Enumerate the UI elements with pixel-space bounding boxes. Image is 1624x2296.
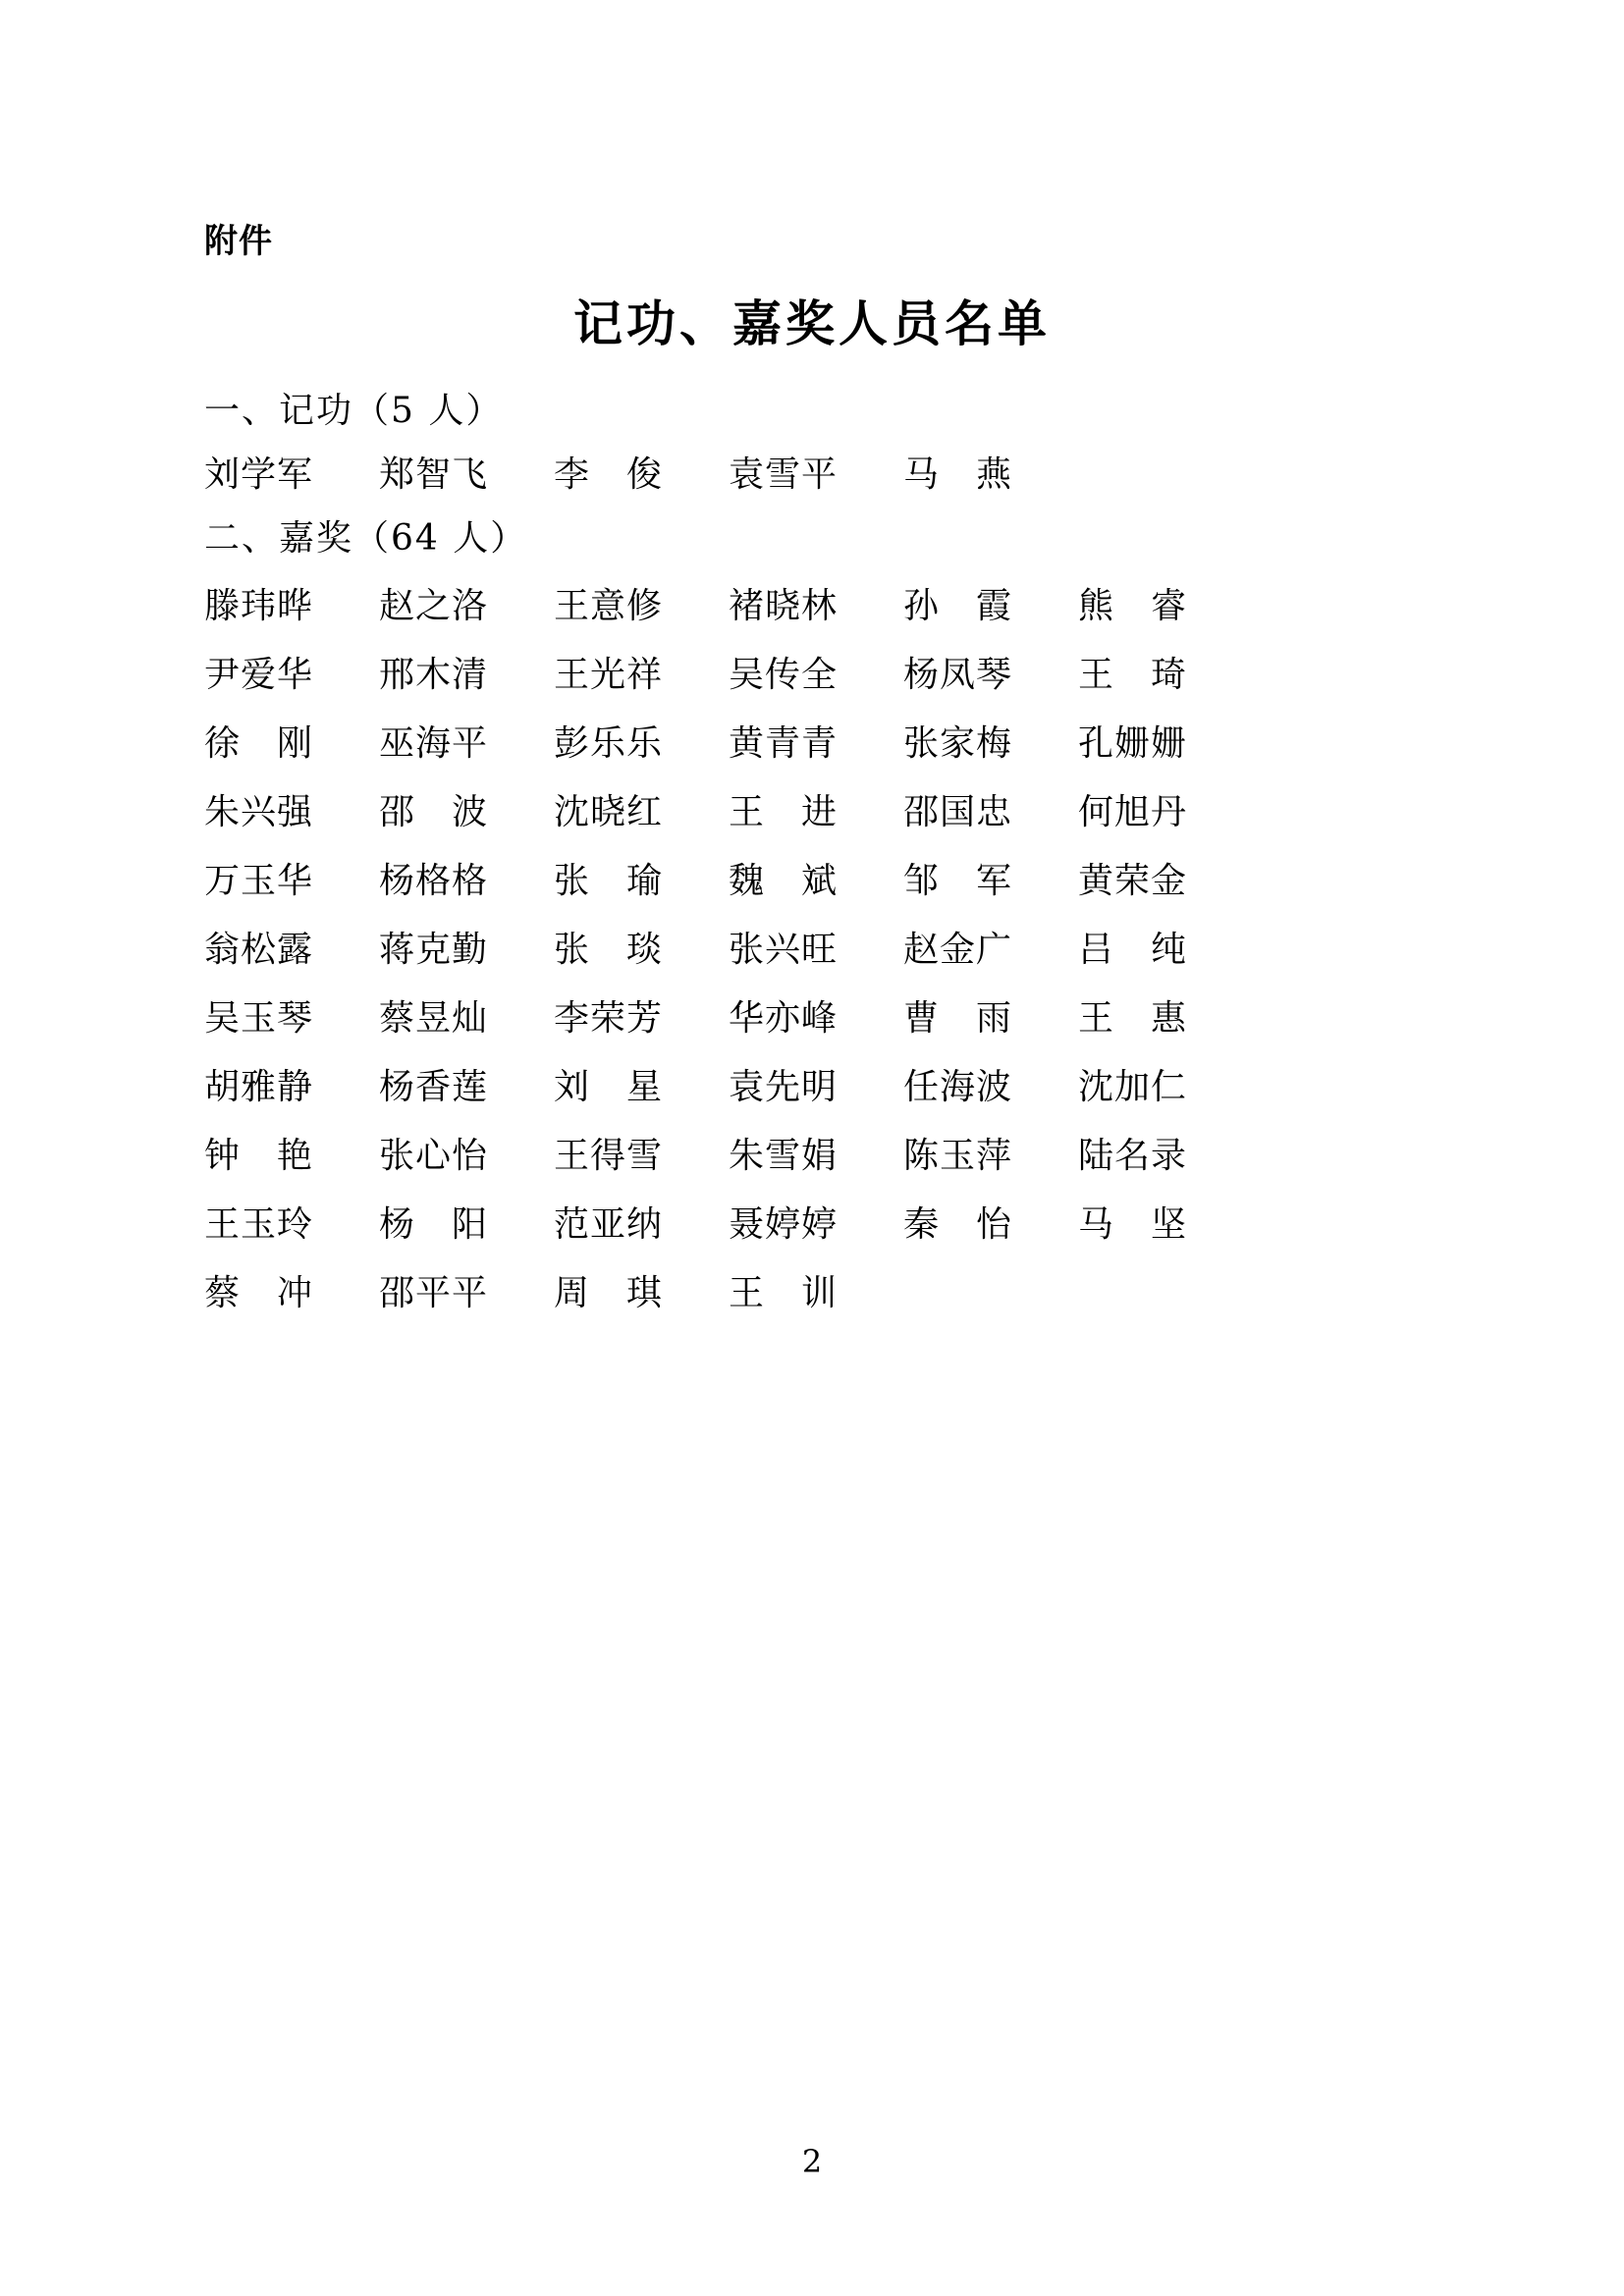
name-cell: 彭乐乐 xyxy=(554,723,664,764)
name-cell: 黄青青 xyxy=(729,723,839,764)
name-cell: 刘 星 xyxy=(554,1067,664,1107)
name-cell: 张心怡 xyxy=(379,1136,489,1176)
name-cell: 何旭丹 xyxy=(1078,792,1188,832)
name-cell: 朱兴强 xyxy=(204,792,314,832)
name-cell: 钟 艳 xyxy=(204,1136,314,1176)
name-cell: 褚晓林 xyxy=(729,586,839,626)
page-number: 2 xyxy=(801,2143,823,2180)
name-row xyxy=(204,1197,1506,1247)
name-cell: 赵金广 xyxy=(903,930,1013,970)
name-cell: 李 俊 xyxy=(554,454,664,495)
name-row xyxy=(204,1128,1506,1178)
name-cell: 王 训 xyxy=(729,1273,839,1313)
name-cell: 张 瑜 xyxy=(554,861,664,901)
name-cell: 马 坚 xyxy=(1078,1204,1188,1245)
name-cell: 黄荣金 xyxy=(1078,861,1188,901)
name-cell: 王 惠 xyxy=(1078,998,1188,1039)
name-cell: 蔡昱灿 xyxy=(379,998,489,1039)
name-row xyxy=(204,922,1506,972)
name-cell: 聂婷婷 xyxy=(729,1204,839,1245)
section-commend-names xyxy=(204,578,1506,1315)
name-row xyxy=(204,990,1506,1041)
name-cell: 王 琦 xyxy=(1078,655,1188,695)
name-cell: 杨 阳 xyxy=(379,1204,489,1245)
name-cell: 张家梅 xyxy=(903,723,1013,764)
name-cell: 翁松露 xyxy=(204,930,314,970)
name-row xyxy=(204,1265,1506,1315)
name-cell: 王得雪 xyxy=(554,1136,664,1176)
name-cell: 万玉华 xyxy=(204,861,314,901)
name-row xyxy=(204,578,1506,628)
name-cell: 蒋克勤 xyxy=(379,930,489,970)
name-cell: 周 琪 xyxy=(554,1273,664,1313)
section-commend-heading: 二、嘉奖（64 人） xyxy=(204,518,528,559)
name-cell: 刘学军 xyxy=(204,454,314,495)
name-cell: 陆名录 xyxy=(1078,1136,1188,1176)
section-commend xyxy=(204,510,1506,1334)
name-cell: 曹 雨 xyxy=(903,998,1013,1039)
name-cell: 马 燕 xyxy=(903,454,1013,495)
name-cell: 袁雪平 xyxy=(729,454,839,495)
name-cell: 邹 军 xyxy=(903,861,1013,901)
name-cell: 李荣芳 xyxy=(554,998,664,1039)
name-cell: 杨凤琴 xyxy=(903,655,1013,695)
name-cell: 沈加仁 xyxy=(1078,1067,1188,1107)
name-row xyxy=(204,447,1506,497)
name-cell: 蔡 冲 xyxy=(204,1273,314,1313)
name-cell: 吴传全 xyxy=(729,655,839,695)
name-cell: 吴玉琴 xyxy=(204,998,314,1039)
name-cell: 孔姗姗 xyxy=(1078,723,1188,764)
name-cell: 张 琰 xyxy=(554,930,664,970)
name-cell: 魏 斌 xyxy=(729,861,839,901)
name-cell: 巫海平 xyxy=(379,723,489,764)
name-cell: 范亚纳 xyxy=(554,1204,664,1245)
name-cell: 徐 刚 xyxy=(204,723,314,764)
section-merit-heading: 一、记功（5 人） xyxy=(204,391,504,431)
name-cell: 沈晓红 xyxy=(554,792,664,832)
name-cell: 赵之洛 xyxy=(379,586,489,626)
name-cell: 朱雪娟 xyxy=(729,1136,839,1176)
name-cell: 杨格格 xyxy=(379,861,489,901)
attachment-label: 附件 xyxy=(204,222,273,261)
page-title: 记功、嘉奖人员名单 xyxy=(573,294,1051,352)
name-cell: 郑智飞 xyxy=(379,454,489,495)
name-row xyxy=(204,853,1506,903)
name-row xyxy=(204,1059,1506,1109)
name-cell: 邵平平 xyxy=(379,1273,489,1313)
name-cell: 滕玮晔 xyxy=(204,586,314,626)
name-cell: 华亦峰 xyxy=(729,998,839,1039)
name-cell: 王光祥 xyxy=(554,655,664,695)
name-cell: 吕 纯 xyxy=(1078,930,1188,970)
name-cell: 王意修 xyxy=(554,586,664,626)
name-row xyxy=(204,784,1506,834)
name-cell: 孙 霞 xyxy=(903,586,1013,626)
name-cell: 杨香莲 xyxy=(379,1067,489,1107)
name-cell: 袁先明 xyxy=(729,1067,839,1107)
name-cell: 任海波 xyxy=(903,1067,1013,1107)
name-cell: 邢木清 xyxy=(379,655,489,695)
name-cell: 秦 怡 xyxy=(903,1204,1013,1245)
name-cell: 熊 睿 xyxy=(1078,586,1188,626)
section-merit xyxy=(204,383,1506,510)
name-row xyxy=(204,716,1506,766)
name-cell: 陈玉萍 xyxy=(903,1136,1013,1176)
name-cell: 王玉玲 xyxy=(204,1204,314,1245)
name-cell: 尹爱华 xyxy=(204,655,314,695)
name-row xyxy=(204,647,1506,697)
section-merit-names xyxy=(204,447,1506,497)
name-cell: 邵国忠 xyxy=(903,792,1013,832)
name-cell: 胡雅静 xyxy=(204,1067,314,1107)
name-cell: 张兴旺 xyxy=(729,930,839,970)
name-cell: 邵 波 xyxy=(379,792,489,832)
name-cell: 王 进 xyxy=(729,792,839,832)
